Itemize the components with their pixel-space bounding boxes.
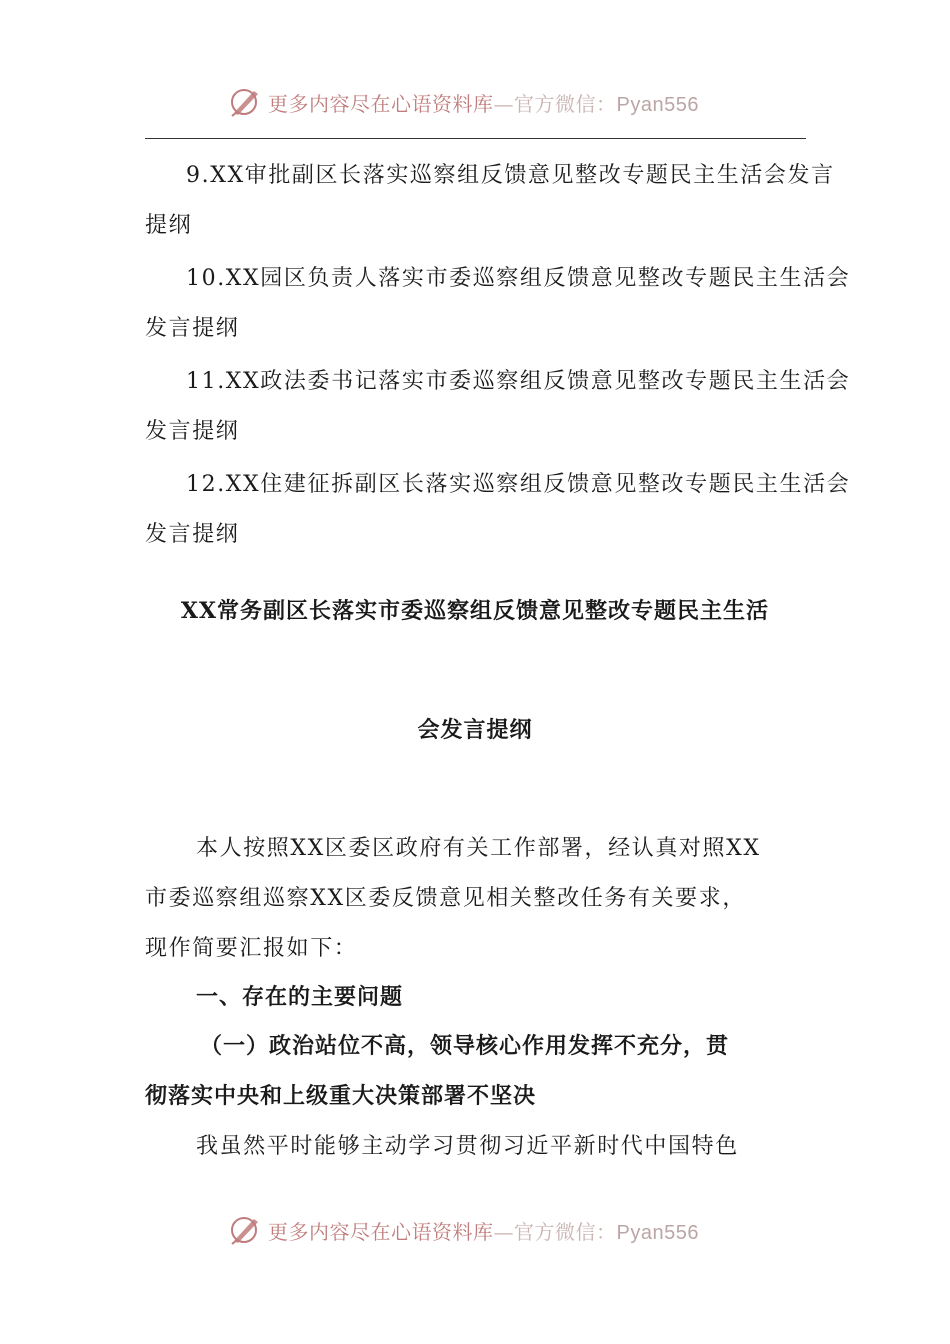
document-title: XX常务副区长落实市委巡察组反馈意见整改专题民主生活 bbox=[180, 598, 770, 624]
document-title-cont: 会发言提纲 bbox=[417, 717, 533, 743]
toc-item-9: 9.XX审批副区长落实巡察组反馈意见整改专题民主生活会发言 bbox=[186, 163, 835, 188]
toc-item-11-cont: 发言提纲 bbox=[145, 419, 240, 444]
watermark-id: Pyan556 bbox=[616, 93, 699, 116]
body-line-1: 我虽然平时能够主动学习贯彻习近平新时代中国特色 bbox=[196, 1134, 739, 1159]
subsection-heading-1-cont: 彻落实中央和上级重大决策部署不坚决 bbox=[145, 1084, 537, 1109]
intro-line-2: 市委巡察组巡察XX区委反馈意见相关整改任务有关要求， bbox=[145, 886, 746, 911]
subsection-heading-1: （一）政治站位不高，领导核心作用发挥不充分，贯 bbox=[200, 1034, 730, 1059]
watermark-brand: 更多内容尽在心语资料库 bbox=[268, 1219, 494, 1244]
toc-item-10-cont: 发言提纲 bbox=[145, 316, 240, 341]
intro-line-3: 现作简要汇报如下： bbox=[145, 936, 358, 961]
quill-logo-icon bbox=[228, 85, 262, 119]
watermark-dash: — bbox=[493, 1219, 514, 1244]
header-watermark bbox=[228, 82, 699, 122]
toc-item-11: 11.XX政法委书记落实市委巡察组反馈意见整改专题民主生活会 bbox=[186, 369, 851, 394]
toc-item-10: 10.XX园区负责人落实市委巡察组反馈意见整改专题民主生活会 bbox=[186, 266, 851, 291]
toc-item-9-cont: 提纲 bbox=[145, 213, 193, 238]
section-heading-1: 一、存在的主要问题 bbox=[196, 985, 404, 1010]
footer-watermark bbox=[228, 1210, 699, 1250]
header-rule bbox=[145, 138, 806, 139]
intro-line-1: 本人按照XX区委区政府有关工作部署，经认真对照XX bbox=[196, 836, 761, 861]
quill-logo-icon bbox=[228, 1213, 262, 1247]
watermark-id: Pyan556 bbox=[616, 1221, 699, 1244]
toc-item-12: 12.XX住建征拆副区长落实巡察组反馈意见整改专题民主生活会 bbox=[186, 472, 851, 497]
toc-item-12-cont: 发言提纲 bbox=[145, 522, 240, 547]
watermark-dash: — bbox=[493, 91, 514, 116]
watermark-contact: 官方微信： bbox=[514, 1219, 617, 1244]
watermark-contact: 官方微信： bbox=[514, 91, 617, 116]
watermark-brand: 更多内容尽在心语资料库 bbox=[268, 91, 494, 116]
